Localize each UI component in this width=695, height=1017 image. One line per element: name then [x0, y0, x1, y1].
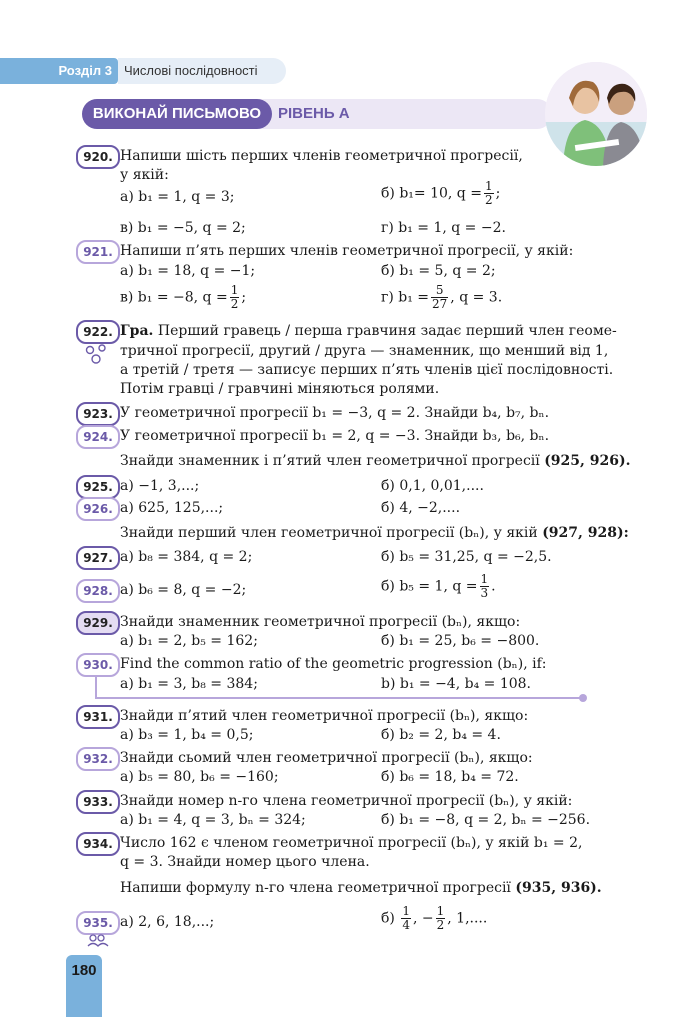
exercise-920-g: г) b₁ = 1, q = −2. — [381, 220, 506, 236]
exercise-922-line2: тричної прогресії, другий / друга — знаменник, що менший від 1, — [120, 343, 609, 359]
exercise-number-922: 922. — [76, 320, 120, 344]
exercise-920-a: а) b₁ = 1, q = 3; — [120, 189, 235, 205]
exercise-930-line1: Find the common ratio of the geometric progression (bₙ), if: — [120, 656, 547, 672]
bracket-line-horizontal — [95, 697, 583, 699]
exercise-929-b: б) b₁ = 25, b₆ = −800. — [381, 633, 540, 649]
page-number: 180 — [71, 962, 97, 979]
exercise-925-a: а) −1, 3,...; — [120, 478, 200, 494]
exercise-922-line3: а третій / третя — записує перших п’ять членів цієї послідовності. — [120, 362, 614, 378]
students-photo — [545, 62, 647, 166]
exercise-935-a: а) 2, 6, 18,...; — [120, 914, 215, 930]
exercise-920-v: в) b₁ = −5, q = 2; — [120, 220, 246, 236]
instruction-925-926: Знайди знаменник і п’ятий член геометричної прогресії (925, 926). — [120, 453, 631, 469]
exercise-number-934: 934. — [76, 832, 120, 856]
exercise-number-933: 933. — [76, 790, 120, 814]
exercise-number-931: 931. — [76, 705, 120, 729]
exercise-931-a: а) b₃ = 1, b₄ = 0,5; — [120, 727, 254, 743]
exercise-number-921: 921. — [76, 240, 120, 264]
exercise-number-929: 929. — [76, 611, 120, 635]
exercise-number-920: 920. — [76, 145, 120, 169]
exercise-935-b: б) $\frac{1}{4}$ , − $\frac{1}{2}$ , 1,.... — [381, 904, 488, 932]
exercise-924-text: У геометричної прогресії b₁ = 2, q = −3. Знайди b₃, b₆, bₙ. — [120, 428, 550, 444]
exercise-929-a: а) b₁ = 2, b₅ = 162; — [120, 633, 258, 649]
exercise-929-line1: Знайди знаменник геометричної прогресії (bₙ), якщо: — [120, 614, 521, 630]
exercise-934-line1: Число 162 є членом геометричної прогресії (bₙ), у якій b₁ = 2, — [120, 835, 583, 851]
exercise-921-a: а) b₁ = 18, q = −1; — [120, 263, 256, 279]
exercise-921-line1: Напиши п’ять перших членів геометричної прогресії, у якій: — [120, 243, 574, 259]
exercise-926-a: а) 625, 125,...; — [120, 500, 224, 516]
exercise-922-line1: Гра. Перший гравець / перша гравчиня задає перший член геоме- — [120, 323, 617, 339]
exercise-number-935: 935. — [76, 911, 120, 935]
exercise-921-g: г) b₁ = $\frac{5}{27}$ , q = 3. — [381, 283, 503, 311]
exercise-920-line1: Напиши шість перших членів геометричної прогресії, — [120, 148, 523, 164]
group-work-icon-small — [86, 932, 110, 951]
exercise-925-b: б) 0,1, 0,01,.... — [381, 478, 484, 494]
exercise-933-line1: Знайди номер n-го члена геометричної прогресії (bₙ), у якій: — [120, 793, 573, 809]
section-label: Розділ 3 — [0, 58, 118, 84]
exercise-928-b: б) b₅ = 1, q = $\frac{1}{3}$ . — [381, 572, 496, 600]
exercise-932-a: а) b₅ = 80, b₆ = −160; — [120, 769, 279, 785]
exercise-930-b: b) b₁ = −4, b₄ = 108. — [381, 676, 531, 692]
exercise-number-930: 930. — [76, 653, 120, 677]
exercise-number-926: 926. — [76, 497, 120, 521]
exercise-933-a: а) b₁ = 4, q = 3, bₙ = 324; — [120, 812, 306, 828]
group-work-icon — [84, 344, 110, 370]
exercise-920-b: б) b₁= 10, q = $\frac{1}{2}$ ; — [381, 179, 501, 207]
banner-level: РІВЕНЬ А — [278, 105, 350, 122]
instruction-935-936: Напиши формулу n-го члена геометричної прогресії (935, 936). — [120, 880, 602, 896]
exercise-922-line4: Потім гравці / гравчині міняються ролями. — [120, 381, 440, 397]
exercise-number-927: 927. — [76, 546, 120, 570]
bracket-line-vertical — [95, 676, 97, 698]
exercise-number-924: 924. — [76, 425, 120, 449]
exercise-932-b: б) b₆ = 18, b₄ = 72. — [381, 769, 519, 785]
banner-title: ВИКОНАЙ ПИСЬМОВО — [82, 99, 272, 129]
exercise-920-line2: у якій: — [120, 167, 169, 183]
exercise-number-932: 932. — [76, 747, 120, 771]
exercise-921-v: в) b₁ = −8, q = $\frac{1}{2}$ ; — [120, 283, 247, 311]
exercise-number-928: 928. — [76, 579, 120, 603]
exercise-number-923: 923. — [76, 402, 120, 426]
exercise-934-line2: q = 3. Знайди номер цього члена. — [120, 854, 370, 870]
exercise-927-b: б) b₅ = 31,25, q = −2,5. — [381, 549, 552, 565]
exercise-930-a: а) b₁ = 3, b₈ = 384; — [120, 676, 258, 692]
exercise-931-line1: Знайди п’ятий член геометричної прогресії (bₙ), якщо: — [120, 708, 529, 724]
exercise-928-a: а) b₆ = 8, q = −2; — [120, 582, 247, 598]
instruction-927-928: Знайди перший член геометричної прогресії (bₙ), у якій (927, 928): — [120, 525, 629, 541]
exercise-932-line1: Знайди сьомий член геометричної прогресії (bₙ), якщо: — [120, 750, 533, 766]
exercise-931-b: б) b₂ = 2, b₄ = 4. — [381, 727, 501, 743]
bracket-dot — [579, 694, 587, 702]
exercise-number-925: 925. — [76, 475, 120, 499]
exercise-927-a: а) b₈ = 384, q = 2; — [120, 549, 253, 565]
exercise-923-text: У геометричної прогресії b₁ = −3, q = 2. Знайди b₄, b₇, bₙ. — [120, 405, 550, 421]
exercise-926-b: б) 4, −2,.... — [381, 500, 461, 516]
exercise-933-b: б) b₁ = −8, q = 2, bₙ = −256. — [381, 812, 591, 828]
chapter-title: Числові послідовності — [118, 58, 286, 84]
exercise-921-b: б) b₁ = 5, q = 2; — [381, 263, 496, 279]
